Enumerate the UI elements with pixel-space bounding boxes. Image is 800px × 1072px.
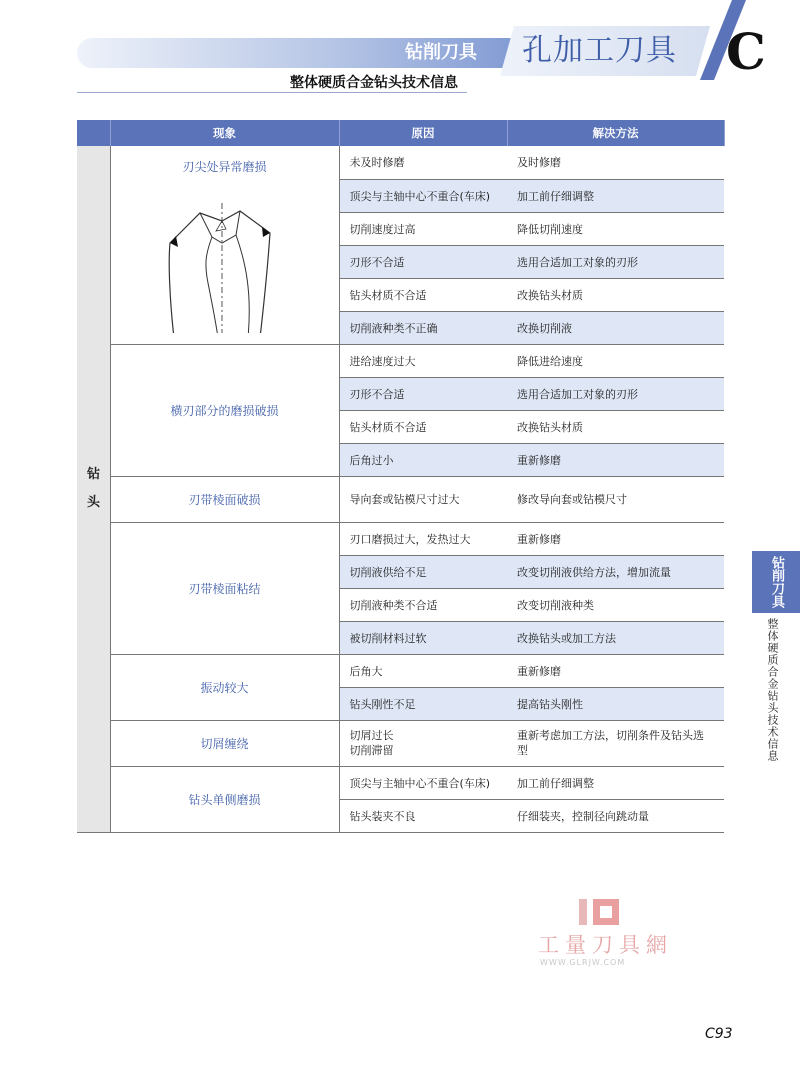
watermark-url: WWW.GLRJW.COM [540,958,626,967]
page-number: C93 [705,1026,733,1042]
category-cell [77,146,110,832]
cause-cell: 切削速度过高 [339,212,507,245]
cause-cell: 刃形不合适 [339,245,507,278]
solution-cell: 修改导向套或钻模尺寸 [507,476,724,522]
column-header-phenomenon: 现象 [110,120,339,146]
cause-cell: 钻头材质不合适 [339,410,507,443]
solution-cell: 改换钻头或加工方法 [507,621,724,654]
side-tab-text: 整体硬质合金钻头技术信息 [766,618,779,762]
solution-cell: 仔细装夹，控制径向跳动量 [507,799,724,832]
cause-cell [339,720,507,766]
solution-cell: 改变切削液种类 [507,588,724,621]
category-char-2: 头 [87,494,101,510]
solution-cell: 重新考虑加工方法，切削条件及钻头选型 [507,720,724,766]
cause-cell: 钻头装夹不良 [339,799,507,832]
cause-cell: 被切削材料过软 [339,621,507,654]
cause-cell: 钻头刚性不足 [339,687,507,720]
column-header-cause: 原因 [339,120,507,146]
solution-cell: 降低进给速度 [507,344,724,377]
cause-cell: 切削液种类不正确 [339,311,507,344]
header-main-title: 孔加工刀具 [522,33,677,68]
phenomenon-label: 刃尖处异常磨损 [182,160,267,174]
cause-cell: 切削液供给不足 [339,555,507,588]
solution-cell: 降低切削速度 [507,212,724,245]
solution-cell: 重新修磨 [507,522,724,555]
solution-cell: 加工前仔细调整 [507,179,724,212]
cause-cell: 后角大 [339,654,507,687]
solution-cell: 改换钻头材质 [507,278,724,311]
phenomenon-cell: 横刃部分的磨损破损 [110,344,339,476]
header-subtitle: 钻削刀具 [405,42,477,63]
cause-cell: 后角过小 [339,443,507,476]
watermark-text: 工量刀具網 [538,933,673,957]
page-title: 整体硬质合金钻头技术信息 [290,75,458,91]
cause-cell: 未及时修磨 [339,146,507,179]
header-corner [77,120,110,146]
cause-cell: 刃形不合适 [339,377,507,410]
troubleshooting-table [77,120,725,833]
watermark-logo-icon [575,895,625,929]
solution-cell: 选用合适加工对象的刃形 [507,377,724,410]
section-letter: C [726,22,766,81]
cause-line: 切屑过长 [349,729,394,742]
table-header-row [77,120,724,146]
phenomenon-cell: 振动较大 [110,654,339,720]
column-header-solution: 解决方法 [507,120,724,146]
phenomenon-cell [110,146,339,344]
solution-cell: 重新修磨 [507,654,724,687]
phenomenon-cell: 钻头单侧磨损 [110,766,339,832]
solution-cell: 改换切削液 [507,311,724,344]
cause-cell: 进给速度过大 [339,344,507,377]
solution-cell: 选用合适加工对象的刃形 [507,245,724,278]
solution-cell: 改变切削液供给方法，增加流量 [507,555,724,588]
phenomenon-cell: 刃带棱面粘结 [110,522,339,654]
solution-cell: 加工前仔细调整 [507,766,724,799]
solution-cell: 改换钻头材质 [507,410,724,443]
cause-cell: 顶尖与主轴中心不重合(车床) [339,766,507,799]
cause-cell: 顶尖与主轴中心不重合(车床) [339,179,507,212]
cause-cell: 导向套或钻模尺寸过大 [339,476,507,522]
solution-cell: 提高钻头刚性 [507,687,724,720]
cause-cell: 切削液种类不合适 [339,588,507,621]
drill-tip-illustration [160,203,290,333]
solution-cell: 及时修磨 [507,146,724,179]
side-tab-label[interactable]: 钻削刀具 [752,551,800,613]
solution-cell: 重新修磨 [507,443,724,476]
cause-line: 切削滞留 [349,744,394,757]
cause-cell: 钻头材质不合适 [339,278,507,311]
phenomenon-cell: 切屑缠绕 [110,720,339,766]
category-char-1: 钻 [87,466,101,482]
cause-cell: 刃口磨损过大，发热过大 [339,522,507,555]
phenomenon-cell: 刃带棱面破损 [110,476,339,522]
title-underline [77,92,467,93]
